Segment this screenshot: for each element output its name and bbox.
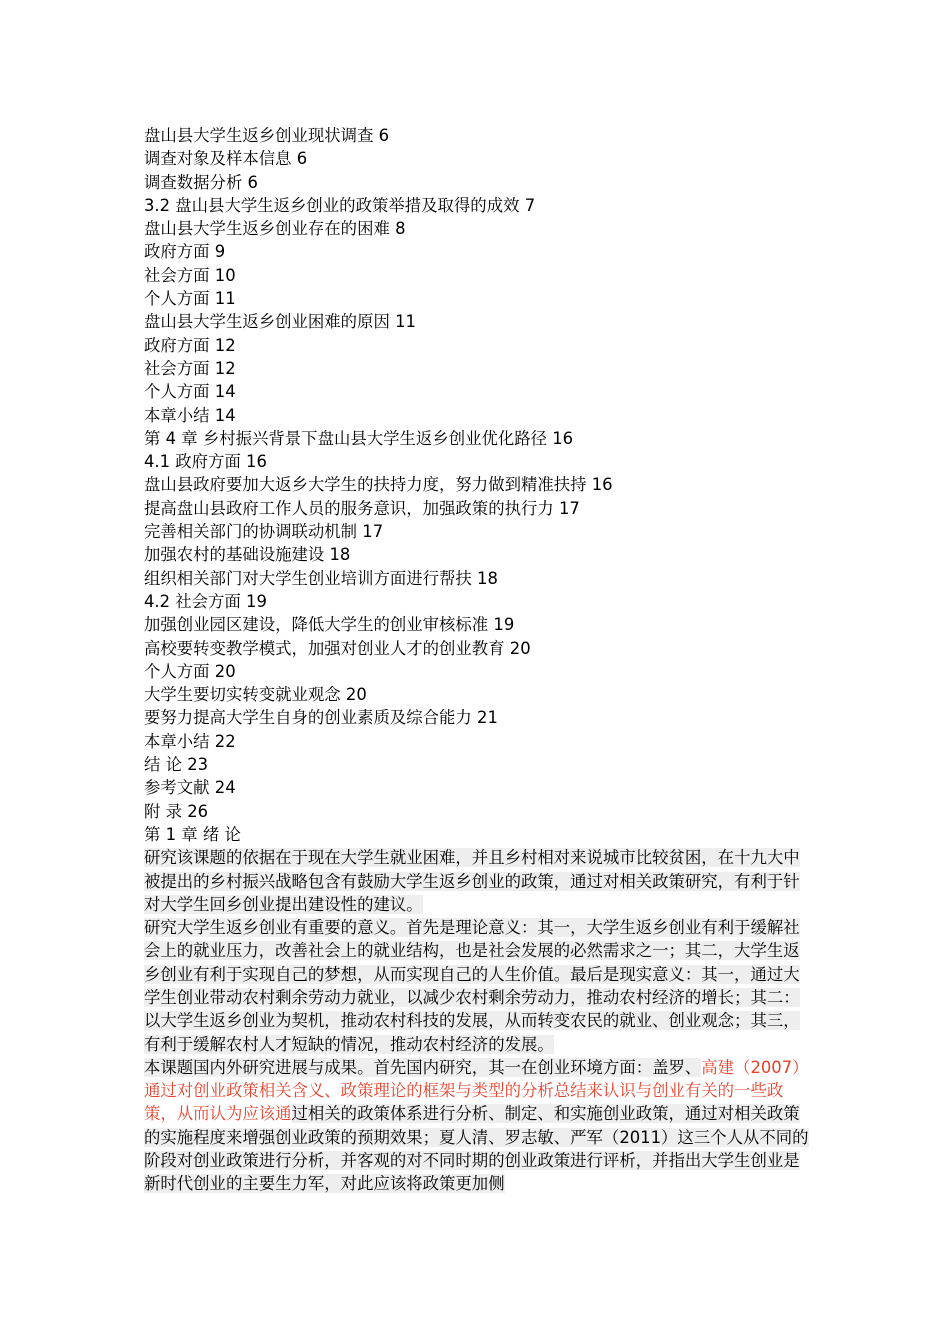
toc-entry: 高校要转变教学模式，加强对创业人才的创业教育 20 xyxy=(144,638,531,658)
toc-entry: 加强创业园区建设，降低大学生的创业审核标准 19 xyxy=(144,615,515,635)
toc-entry: 个人方面 11 xyxy=(144,289,236,309)
chapter-title: 第 1 章 绪 论 xyxy=(144,824,241,844)
toc-entry: 结 论 23 xyxy=(144,755,209,775)
toc-entry: 本章小结 14 xyxy=(144,405,236,425)
toc-entry: 个人方面 20 xyxy=(144,661,236,681)
toc-entry: 调查数据分析 6 xyxy=(144,172,258,192)
toc-entry: 4.1 政府方面 16 xyxy=(144,452,267,472)
toc-entry: 盘山县大学生返乡创业困难的原因 11 xyxy=(144,312,416,332)
toc-entry: 附 录 26 xyxy=(144,801,209,821)
toc-entry: 提高盘山县政府工作人员的服务意识，加强政策的执行力 17 xyxy=(144,498,580,518)
toc-entry: 政府方面 12 xyxy=(144,335,236,355)
toc-entry: 加强农村的基础设施建设 18 xyxy=(144,545,351,565)
toc-entry: 参考文献 24 xyxy=(144,778,236,798)
toc-entry: 社会方面 12 xyxy=(144,358,236,378)
paragraph-significance xyxy=(144,916,810,1056)
toc-entry: 个人方面 14 xyxy=(144,382,236,402)
toc-entry: 完善相关部门的协调联动机制 17 xyxy=(144,522,384,542)
toc-entry: 盘山县大学生返乡创业存在的困难 8 xyxy=(144,219,406,239)
toc-entry: 政府方面 9 xyxy=(144,242,226,262)
toc-entry: 要努力提高大学生自身的创业素质及综合能力 21 xyxy=(144,708,498,728)
paragraph-basis-text: 研究该课题的依据在于现在大学生就业困难，并且乡村相对来说城市比较贫困，在十九大中被提出的乡村振兴战略包含有鼓励大学生返乡创业的政策，通过对相关政策研究，有利于针对大学生回乡创业提出建设性的建议。 xyxy=(144,848,800,914)
paragraph-significance-text: 研究大学生返乡创业有重要的意义。首先是理论意义：其一，大学生返乡创业有利于缓解社会上的就业压力，改善社会上的就业结构，也是社会发展的必然需求之一；其二，大学生返乡创业有利于实现自己的梦想，从而实现自己的人生价值。最后是现实意义：其一，通过大学生创业带动农村剩余劳动力就业，以减少农村剩余劳动力，推动农村经济的增长；其二：以大学生返乡创业为契机，推动农村科技的发展，从而转变农民的就业、创业观念；其三，有利于缓解农村人才短缺的情况，推动农村经济的发展。 xyxy=(144,918,800,1054)
toc-entry: 本章小结 22 xyxy=(144,731,236,751)
toc-entry: 社会方面 10 xyxy=(144,265,236,285)
toc-entry: 盘山县政府要加大返乡大学生的扶持力度，努力做到精准扶持 16 xyxy=(144,475,613,495)
paragraph-research-text-b: 过相关的政策体系进行分析、制定、和实施创业政策，通过对相关政策的实施程度来增强创业政策的预期效果；夏人清、罗志敏、严军（2011）这三个人从不同的阶段对创业政策进行分析，并客观的对不同时期的创业政策进行评析，并指出大学生创业是新时代创业的主要生力军，对此应该将政策更加侧 xyxy=(144,1104,809,1194)
toc-entry: 调查对象及样本信息 6 xyxy=(144,149,308,169)
toc-entry: 3.2 盘山县大学生返乡创业的政策举措及取得的成效 7 xyxy=(144,195,536,215)
document-page xyxy=(144,124,810,1196)
toc-entry: 大学生要切实转变就业观念 20 xyxy=(144,685,367,705)
toc-entry: 盘山县大学生返乡创业现状调查 6 xyxy=(144,126,390,145)
paragraph-research-text-a: 本课题国内外研究进展与成果。首先国内研究，其一在创业环境方面：盖罗、 xyxy=(144,1057,702,1077)
paragraph-basis xyxy=(144,846,810,916)
paragraph-research-text-highlighted: 高建（2007）通过对创业政策相关含义、政策理论的框架与类型的分析总结来认识与创业有关的一些政策，从而认为应该通 xyxy=(144,1057,809,1124)
toc-entry: 第 4 章 乡村振兴背景下盘山县大学生返乡创业优化路径 16 xyxy=(144,428,574,448)
toc xyxy=(144,124,810,823)
paragraph-research-progress xyxy=(144,1056,810,1196)
toc-entry: 4.2 社会方面 19 xyxy=(144,591,267,611)
toc-entry: 组织相关部门对大学生创业培训方面进行帮扶 18 xyxy=(144,568,498,588)
